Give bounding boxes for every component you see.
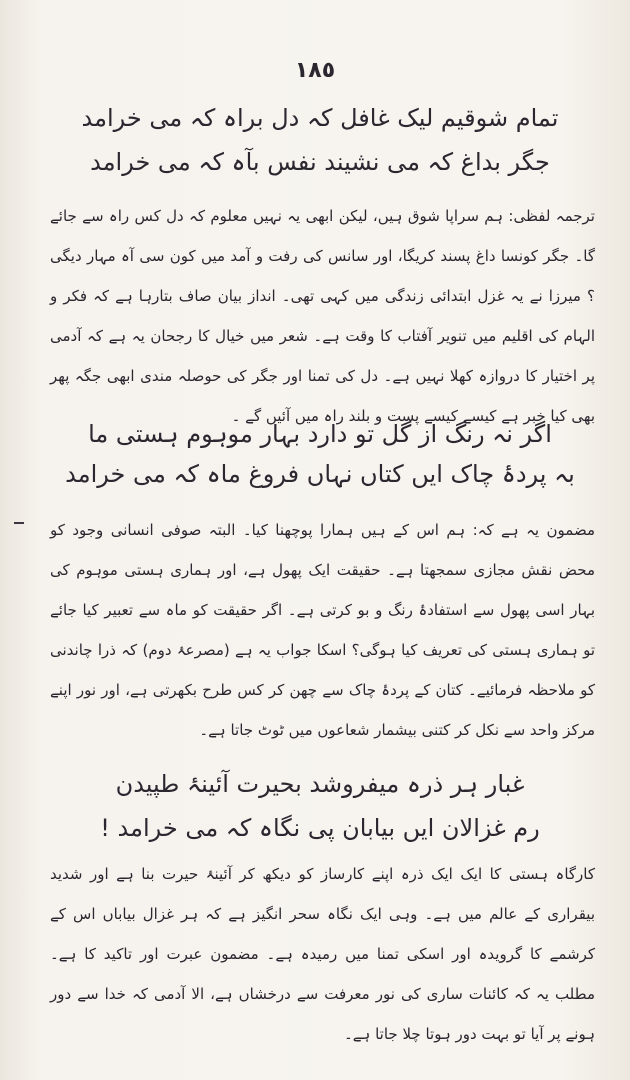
margin-mark: [14, 522, 24, 524]
paragraph-3: کارگاہ ہستی کا ایک ایک ذرہ اپنے کارساز کو دیکھ کر آئینۂ حیرت بنا ہے اور شدید بیقراری کے عالم میں ہے۔ وہی ایک نگاہ سحر انگیز ہے کہ ہر غزال بیاباں اس کے کرشمے کا گرویدہ اور اسکی تمنا میں رمیدہ ہے۔ مضمون عبرت اور تاکید کا ہے۔ مطلب یہ کہ کائنات ساری کی نور معرفت سے درخشاں ہے، الا آدمی کہ خدا سے دور ہونے پر آیا تو بہت دور ہوتا چلا جاتا ہے۔: [50, 865, 595, 1043]
couplet-1-line-2: جگر بداغ کہ می نشیند نفس بآہ کہ می خرامد: [90, 148, 550, 176]
couplet-2-line-1: اگر نہ رنگ از گل تو دارد بہار موہوم ہستی ما: [88, 420, 552, 448]
paragraph-1: ترجمہ لفظی: ہم سراپا شوق ہیں، لیکن ابھی یہ نہیں معلوم کہ دل کس راہ سے جائے گا۔ جگر کونسا داغ پسند کریگا، اور سانس کی رفت و آمد میں کون سی آہ مہار دیگی ؟ میرزا نے یہ غزل ابتدائی زندگی میں کہی تھی۔ انداز بیان صاف بتارہا ہے کہ فکر و الہام کی اقلیم میں تنویر آفتاب کا وقت ہے۔ شعر میں خیال کا رجحان یہ ہے کہ آدمی پر اختیار کا دروازہ کھلا نہیں ہے۔ دل کی تمنا اور جگر کی حوصلہ مندی ابھی جگہ پھر بھی کیا خبر ہے کیسے کیسے پست و بلند راہ میں آئیں گے ۔: [50, 207, 595, 425]
page-number: ١٨٥: [294, 58, 336, 83]
couplet-3-line-1: غبار ہر ذرہ میفروشد بحیرت آئینۂ طپیدن: [115, 770, 525, 798]
couplet-3-line-2: رم غزالان ایں بیابان پی نگاہ کہ می خرامد !: [100, 814, 540, 842]
couplet-2-line-2: بہ پردۂ چاک ایں کتاں نہاں فروغ ماہ کہ می خرامد: [65, 460, 575, 488]
couplet-1-line-1: تمام شوقیم لیک غافل کہ دل براہ کہ می خرامد: [81, 104, 559, 132]
paragraph-2: مضمون یہ ہے کہ: ہم اس کے ہیں ہمارا پوچھنا کیا۔ البتہ صوفی انسانی وجود کو محض نقش مجازی سمجھتا ہے۔ حقیقت ایک پھول ہے، اور ہماری ہستی موہوم کی بہار اسی پھول سے استفادۂ رنگ و بو کرتی ہے۔ اگر حقیقت کو ماہ سے تعبیر کیا جائے تو ہماری ہستی کی تعریف کیا ہوگی؟ اسکا جواب یہ ہے (مصرعۂ دوم) کہ ذرا چاندنی کو ملاحظہ فرمائیے۔ کتان کے پردۂ چاک سے چھن کر کس طرح بکھرتی ہے، اور نور اپنے مرکز واحد سے نکل کر کتنی بیشمار شعاعوں میں ٹوٹ جاتا ہے۔: [50, 521, 595, 739]
